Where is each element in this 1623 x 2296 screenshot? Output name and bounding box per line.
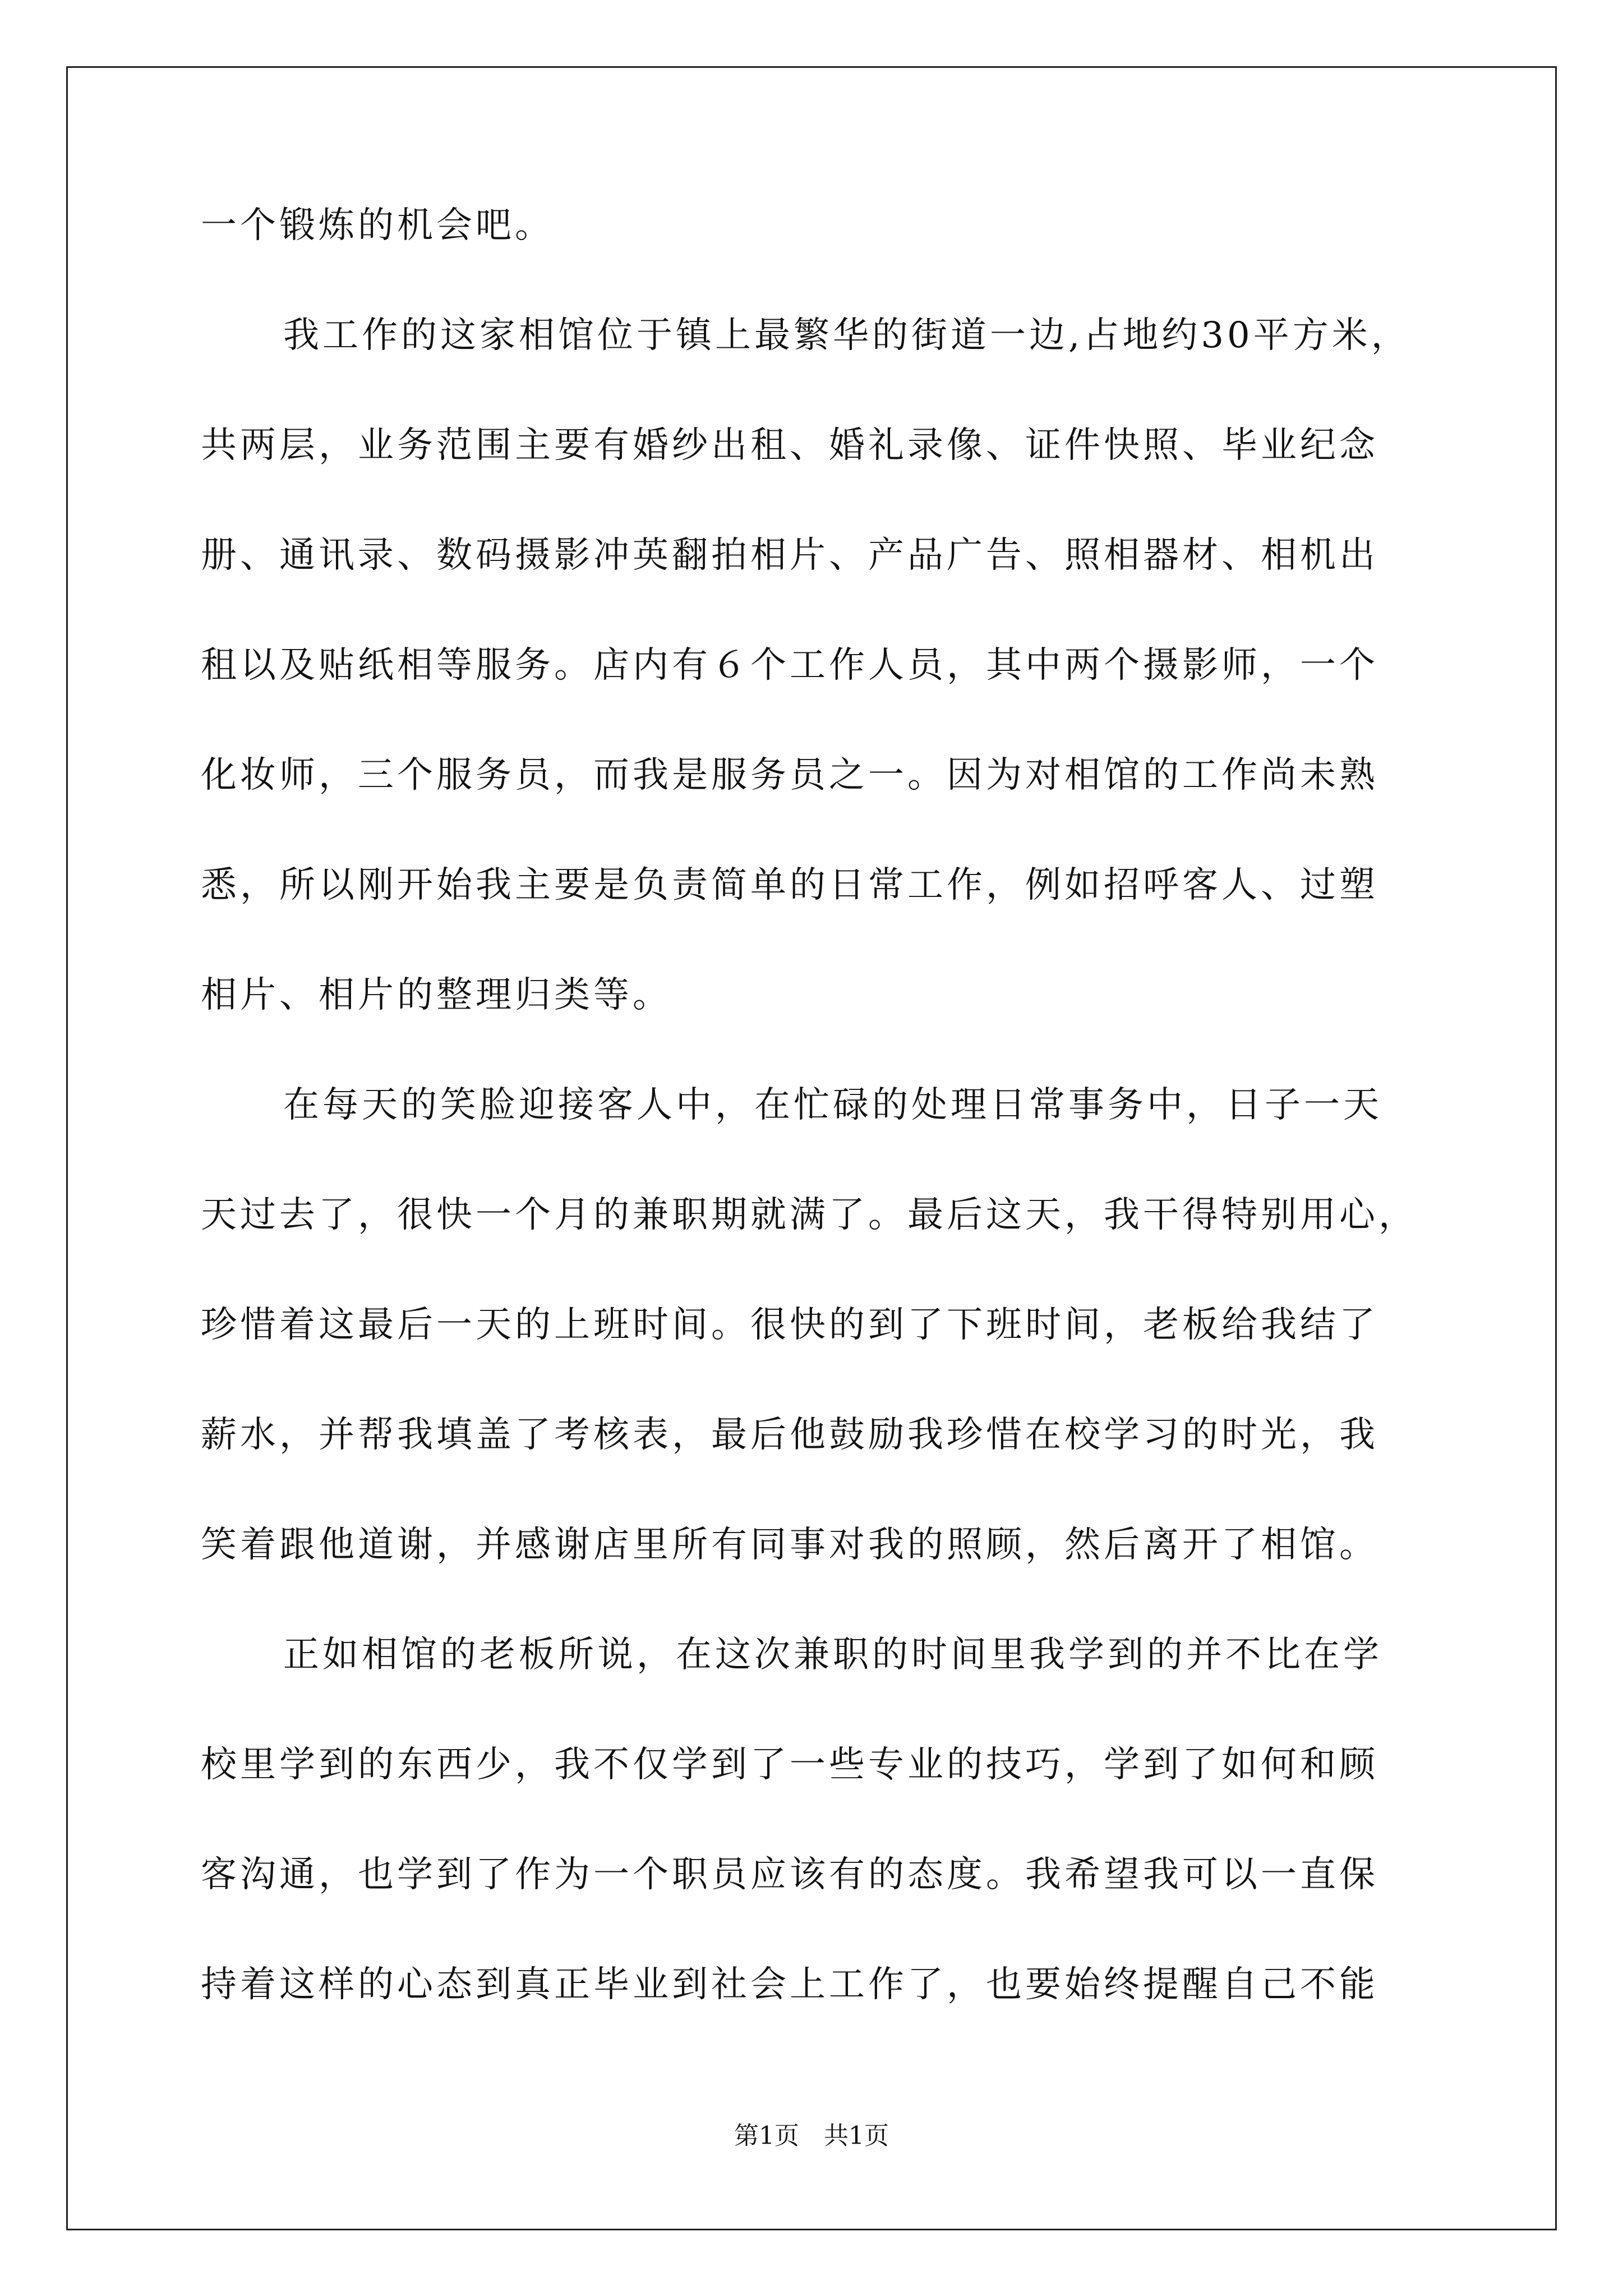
text-line-11: 珍惜着这最后一天的上班时间。很快的到了下班时间，老板给我结了 [201, 1304, 1378, 1346]
text-line-10: 天过去了，很快一个月的兼职期就满了。最后这天，我干得特别用心， [201, 1194, 1418, 1236]
text-line-9: 在每天的笑脸迎接客人中，在忙碌的处理日常事务中，日子一天 [283, 1084, 1382, 1126]
text-line-3: 共两层，业务范围主要有婚纱出租、婚礼录像、证件快照、毕业纪念 [201, 425, 1378, 466]
text-line-6: 化妆师，三个服务员，而我是服务员之一。因为对相馆的工作尚未熟 [201, 754, 1378, 796]
text-line-17: 持着这样的心态到真正毕业到社会上工作了，也要始终提醒自己不能 [201, 1964, 1378, 2005]
text-line-1: 一个锻炼的机会吧。 [201, 205, 554, 246]
text-line-2: 我工作的这家相馆位于镇上最繁华的街道一边,占地约30平方米， [283, 315, 1410, 356]
text-line-16: 客沟通，也学到了作为一个职员应该有的态度。我希望我可以一直保 [201, 1854, 1378, 1895]
page-border [66, 66, 1557, 2230]
text-line-7: 悉，所以刚开始我主要是负责简单的日常工作，例如招呼客人、过塑 [201, 864, 1378, 906]
text-line-15: 校里学到的东西少，我不仅学到了一些专业的技巧，学到了如何和顾 [201, 1744, 1378, 1786]
text-line-14: 正如相馆的老板所说，在这次兼职的时间里我学到的并不比在学 [283, 1634, 1382, 1676]
page-number-footer: 第1页 共1页 [734, 2122, 889, 2150]
text-line-8: 相片、相片的整理归类等。 [201, 974, 672, 1016]
text-line-13: 笑着跟他道谢，并感谢店里所有同事对我的照顾，然后离开了相馆。 [201, 1524, 1378, 1566]
text-line-12: 薪水，并帮我填盖了考核表，最后他鼓励我珍惜在校学习的时光，我 [201, 1414, 1378, 1456]
text-line-4: 册、通讯录、数码摄影冲英翻拍相片、产品广告、照相器材、相机出 [201, 535, 1378, 576]
text-line-5: 租以及贴纸相等服务。店内有６个工作人员，其中两个摄影师，一个 [201, 645, 1378, 686]
